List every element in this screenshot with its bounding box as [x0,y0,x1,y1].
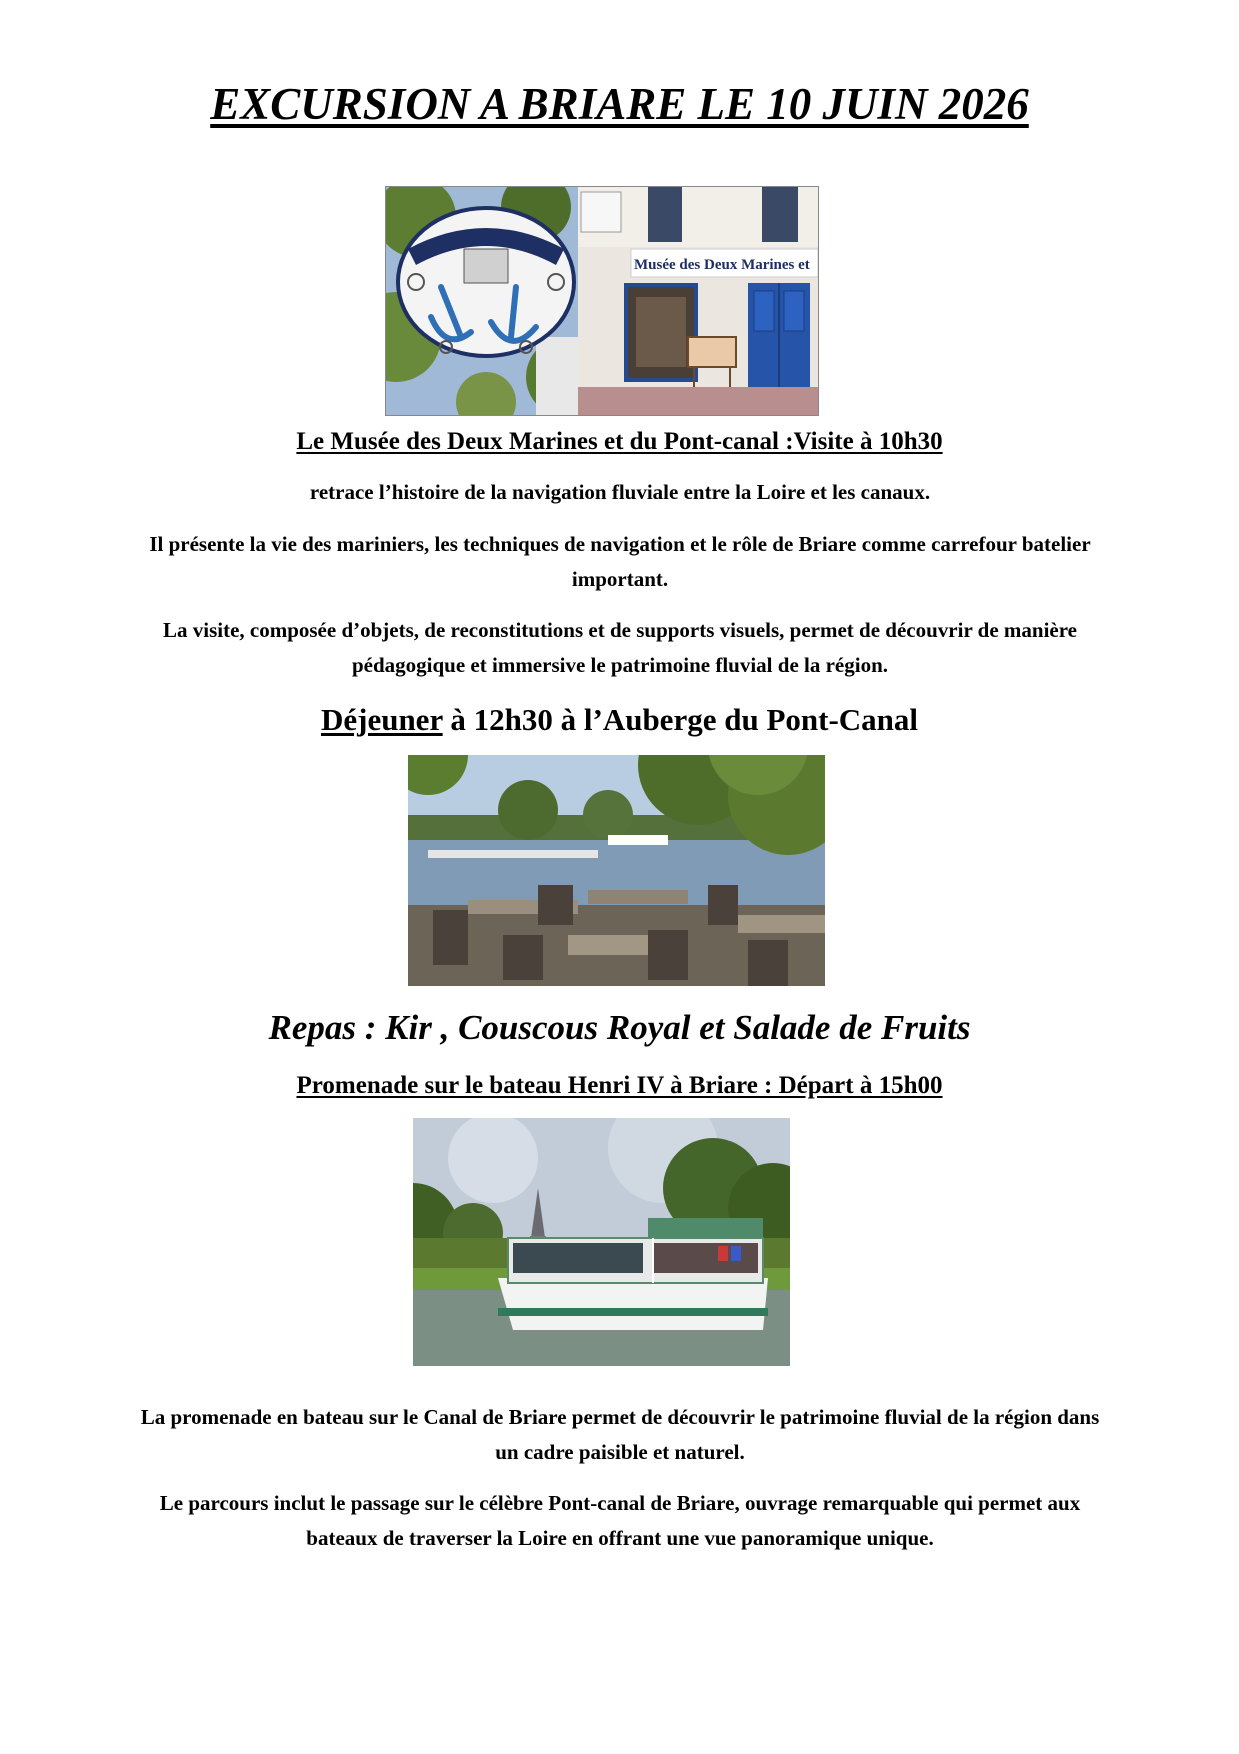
boat-paragraph-2: Le parcours inclut le passage sur le célèbre Pont-canal de Briare, ouvrage remarquable qui permet aux bateaux de traverser la Loire en offrant une vue panoramique unique. [159,1491,1081,1550]
restaurant-terrace-photo [408,755,825,986]
museum-paragraph-3: La visite, composée d’objets, de reconstitutions et de supports visuels, permet de découvrir de manière pédagogique et immersive le patrimoine fluvial de la région. [162,618,1077,677]
museum-paragraph-2: Il présente la vie des mariniers, les techniques de navigation et le rôle de Briare comme carrefour batelier important. [149,532,1091,591]
facade-sign-text: Musée des Deux Marines et [634,257,810,273]
boat-henri-iv-photo [413,1118,790,1366]
museum-paragraph-1: retrace l’histoire de la navigation fluviale entre la Loire et les canaux. [309,480,931,504]
meal-description: Repas : Kir , Couscous Royal et Salade de Fruits [268,1008,971,1047]
museum-heading: Le Musée des Deux Marines et du Pont-canal :Visite à 10h30 [296,428,943,455]
lunch-heading: Déjeuner à 12h30 à l’Auberge du Pont-Canal [320,702,919,737]
boat-heading: Promenade sur le bateau Henri IV à Briare : Départ à 15h00 [296,1072,943,1099]
museum-photo [385,186,819,416]
boat-paragraph-1: La promenade en bateau sur le Canal de Briare permet de découvrir le patrimoine fluvial de la région dans un cadre paisible et naturel. [140,1405,1100,1464]
page-title: EXCURSION A BRIARE LE 10 JUIN 2026 [210,79,1029,129]
